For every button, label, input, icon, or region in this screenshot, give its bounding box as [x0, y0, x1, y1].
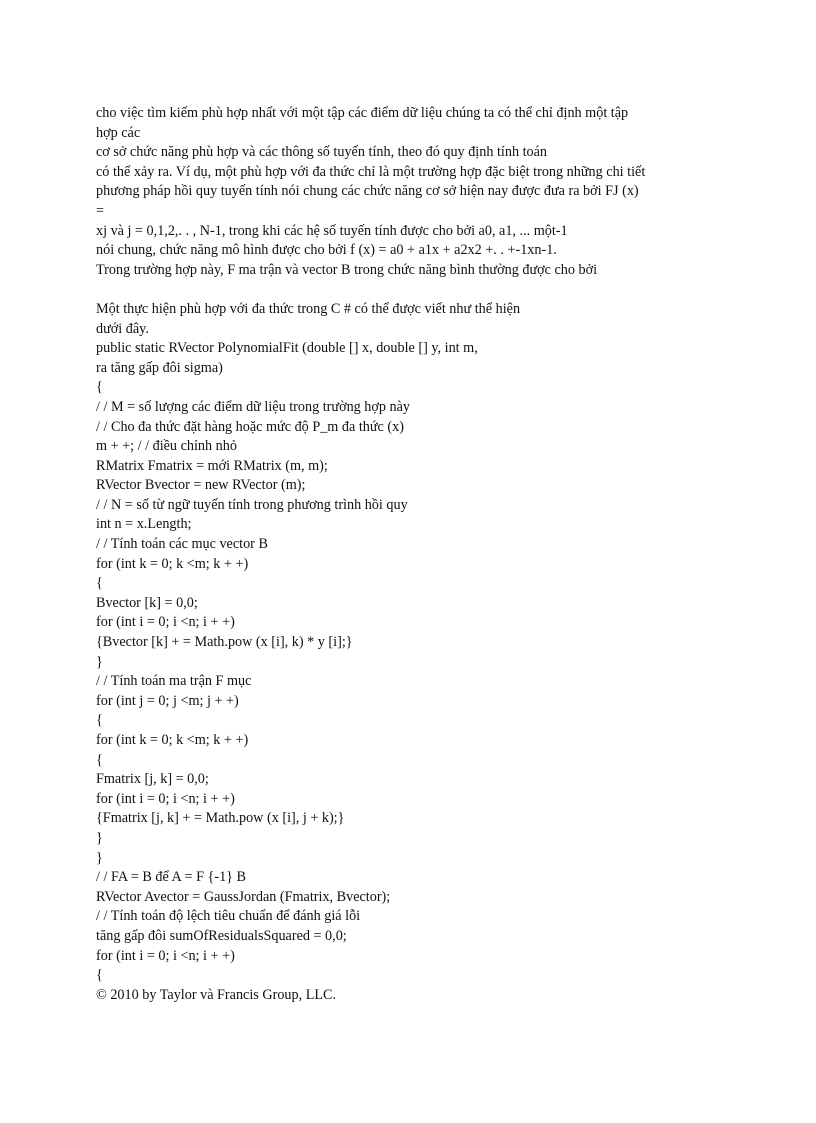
text-line-11: Một thực hiện phù hợp với đa thức trong C # có thể được viết như thể hiện [96, 300, 521, 317]
code-line-17: } [96, 653, 103, 670]
code-line-16: {Bvector [k] + = Math.pow (x [i], k) * y [i];} [96, 634, 353, 651]
code-line-2: ra tăng gấp đôi sigma) [96, 359, 223, 376]
code-line-28: / / FA = B để A = F {-1} B [96, 869, 246, 886]
text-line-8: nói chung, chức năng mô hình được cho bởi f (x) = a0 + a1x + a2x2 +. . +-1xn-1. [96, 242, 557, 259]
code-line-31: tăng gấp đôi sumOfResidualsSquared = 0,0; [96, 927, 347, 944]
code-line-26: } [96, 829, 103, 846]
text-line-12: dưới đây. [96, 320, 149, 337]
text-line-4: có thể xảy ra. Ví dụ, một phù hợp với đa thức chỉ là một trường hợp đặc biệt trong những chi tiết [96, 163, 646, 180]
code-line-33: { [96, 967, 103, 984]
copyright-line: © 2010 by Taylor và Francis Group, LLC. [96, 986, 337, 1003]
code-line-12: for (int k = 0; k <m; k + +) [96, 555, 249, 572]
code-line-20: { [96, 712, 103, 729]
code-line-19: for (int j = 0; j <m; j + +) [96, 692, 239, 709]
code-line-7: RMatrix Fmatrix = mới RMatrix (m, m); [96, 457, 328, 474]
text-line-9: Trong trường hợp này, F ma trận và vector B trong chức năng bình thường được cho bởi [96, 261, 598, 278]
text-line-7: xj và j = 0,1,2,. . , N-1, trong khi các hệ số tuyến tính được cho bởi a0, a1, ... một-1 [96, 222, 568, 239]
text-line-2: hợp các [96, 124, 141, 141]
code-line-22: { [96, 751, 103, 768]
code-line-4: / / M = số lượng các điểm dữ liệu trong trường hợp này [96, 398, 411, 415]
code-line-14: Bvector [k] = 0,0; [96, 594, 198, 611]
code-line-30: / / Tính toán độ lệch tiêu chuẩn để đánh giá lỗi [96, 908, 361, 925]
code-line-18: / / Tính toán ma trận F mục [96, 673, 252, 690]
code-line-27: } [96, 849, 103, 866]
text-line-3: cơ sở chức năng phù hợp và các thông số tuyến tính, theo đó quy định tính toán [96, 144, 548, 161]
code-line-6: m + +; / / điều chỉnh nhỏ [96, 438, 237, 455]
code-line-1: public static RVector PolynomialFit (double [] x, double [] y, int m, [96, 340, 478, 357]
code-line-11: / / Tính toán các mục vector B [96, 536, 268, 553]
code-line-10: int n = x.Length; [96, 516, 192, 533]
code-line-5: / / Cho đa thức đặt hàng hoặc mức độ P_m đa thức (x) [96, 418, 404, 435]
blank-line [96, 280, 726, 300]
code-line-21: for (int k = 0; k <m; k + +) [96, 732, 249, 748]
code-line-13: { [96, 575, 103, 592]
text-line-6: = [96, 202, 105, 219]
text-line-5: phương pháp hồi quy tuyến tính nói chung các chức năng cơ sở hiện nay được đưa ra bởi FJ (x) [96, 183, 639, 200]
code-line-9: / / N = số từ ngữ tuyến tính trong phương trình hồi quy [96, 496, 408, 513]
code-line-24: for (int i = 0; i <n; i + +) [96, 790, 235, 807]
document-text [96, 104, 726, 1005]
code-line-15: for (int i = 0; i <n; i + +) [96, 614, 235, 631]
code-line-25: {Fmatrix [j, k] + = Math.pow (x [i], j + k);} [96, 810, 345, 827]
text-line-1: cho việc tìm kiếm phù hợp nhất với một tập các điểm dữ liệu chúng ta có thể chỉ định một tập [96, 105, 629, 121]
code-line-32: for (int i = 0; i <n; i + +) [96, 947, 235, 964]
code-line-3: { [96, 379, 103, 396]
code-line-8: RVector Bvector = new RVector (m); [96, 477, 306, 494]
code-line-29: RVector Avector = GaussJordan (Fmatrix, Bvector); [96, 888, 391, 905]
code-line-23: Fmatrix [j, k] = 0,0; [96, 771, 209, 788]
